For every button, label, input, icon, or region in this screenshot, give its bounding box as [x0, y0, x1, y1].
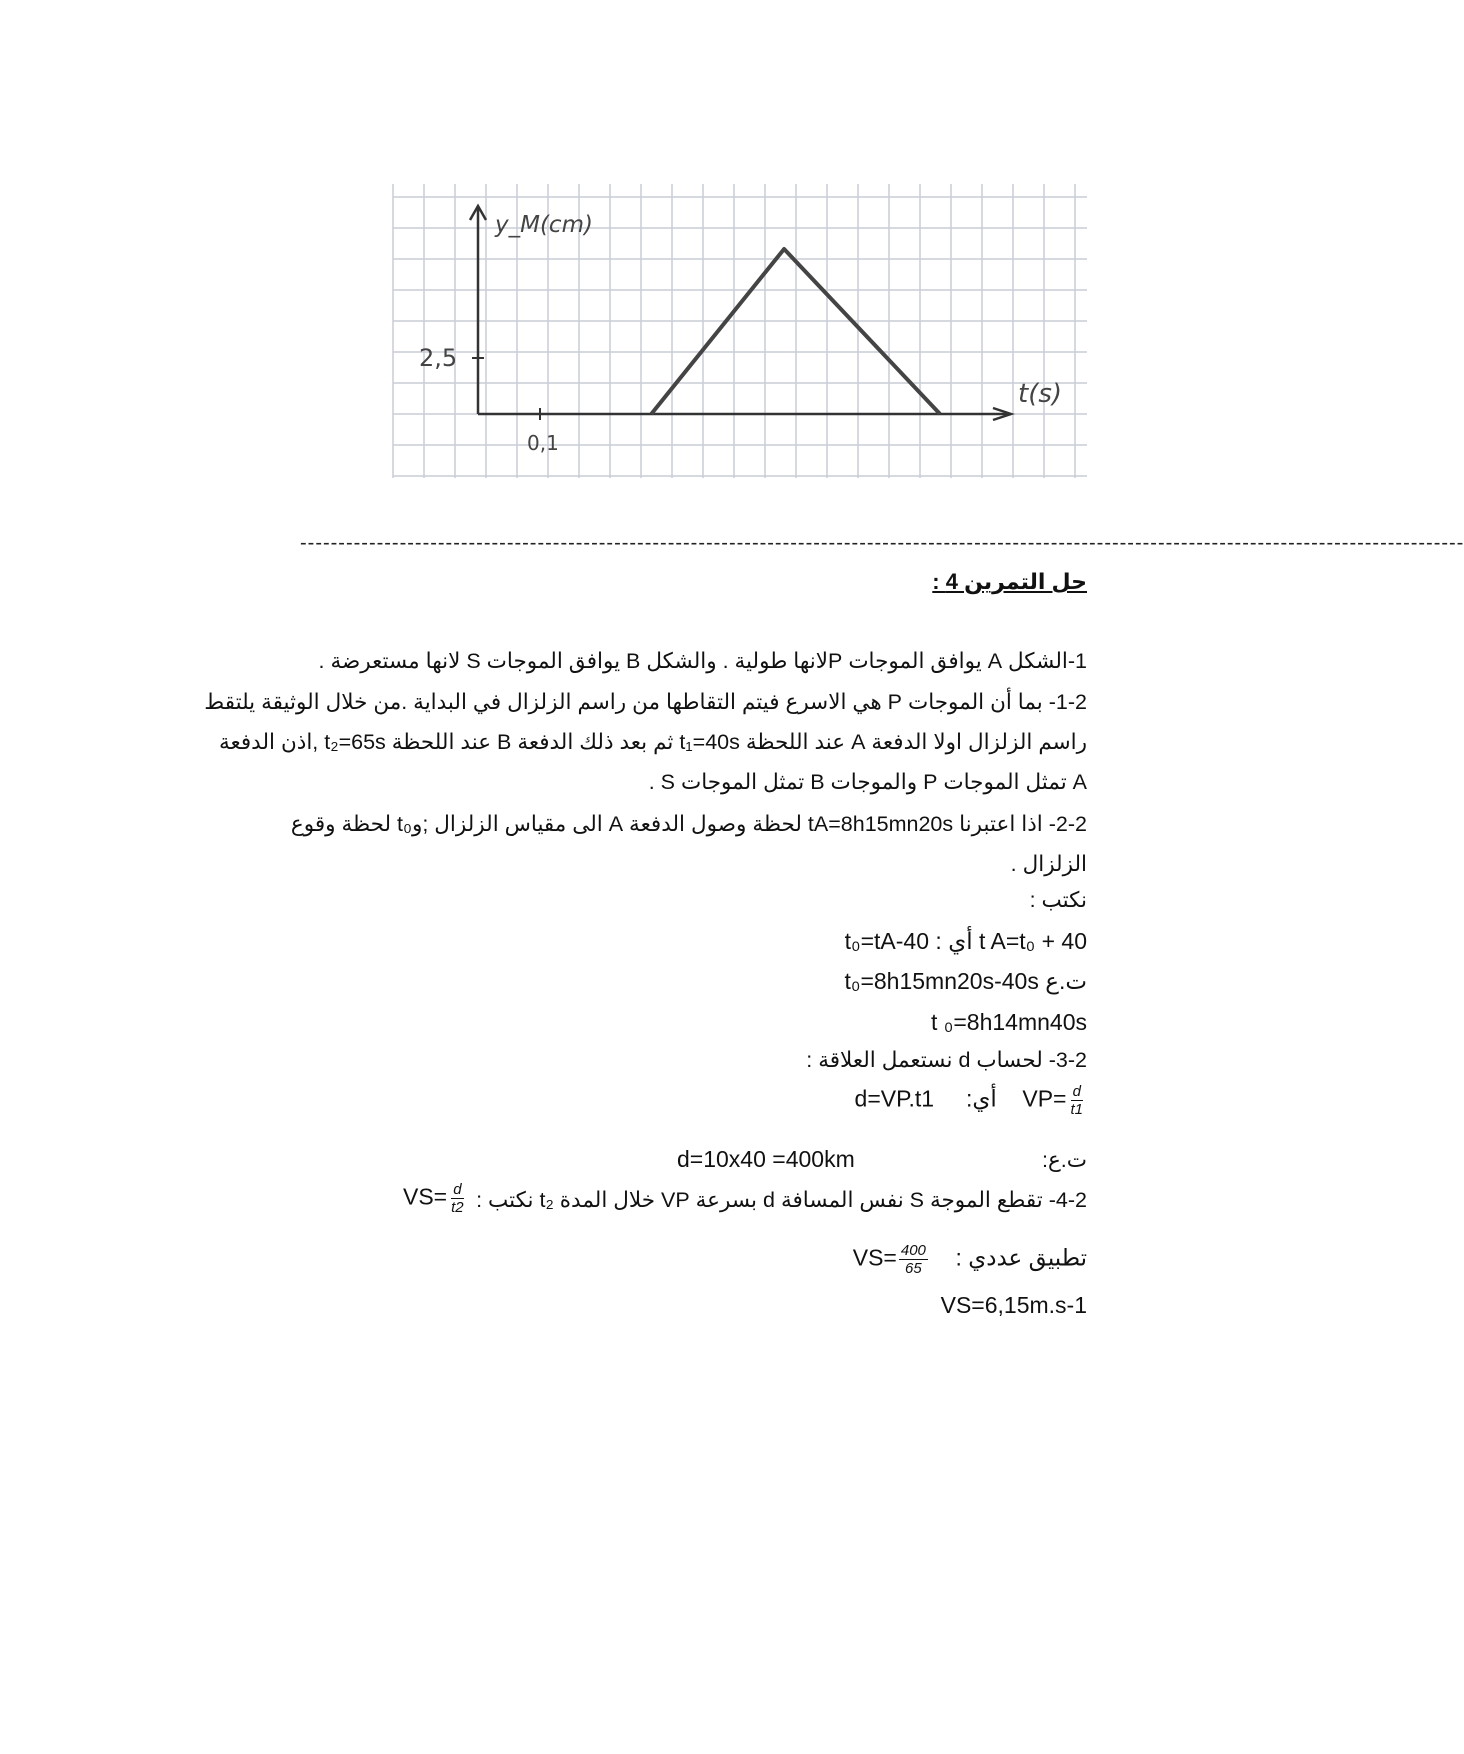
- answer-1-2-line-1: 1-2- بما أن الموجات P هي الاسرع فيتم التقاطها من راسم الزلزال في البداية .من خلال الوثيقة يلتقط: [204, 690, 1087, 714]
- fraction-denominator: t2: [451, 1199, 464, 1216]
- fraction-numerator: 400: [900, 1242, 926, 1259]
- fraction-denominator: t1: [1070, 1101, 1083, 1118]
- fraction-denominator: 65: [905, 1260, 922, 1277]
- equation-distance-numeric: d=10x40 =400km: [677, 1146, 855, 1172]
- separator-line: --------------------------------------------------------------------------------------------------------------------------------------------------------: [300, 532, 1464, 554]
- equation-t0-numeric-value: t₀=8h15mn20s-40s: [844, 968, 1039, 994]
- fraction-numerator: d: [453, 1181, 462, 1198]
- exercise-heading: حل التمرين 4 :: [932, 569, 1087, 594]
- answer-3-2: 3-2- لحساب d نستعمل العلاقة :: [806, 1048, 1087, 1072]
- velocity-s-label: VS=: [403, 1183, 448, 1210]
- x-tick-label: 0,1: [527, 431, 559, 455]
- velocity-s-fraction: [449, 1181, 466, 1216]
- equation-t0-numeric: [845, 966, 1087, 996]
- velocity-s-numeric-fraction: [899, 1242, 928, 1277]
- x-axis-label: t(s): [1018, 379, 1063, 409]
- answer-1-2-line-3: A تمثل الموجات P والموجات B تمثل الموجات S .: [648, 770, 1087, 794]
- y-axis-label: y_M(cm): [495, 212, 593, 238]
- signal-graph: [393, 184, 1087, 478]
- answer-1-2-line-2: راسم الزلزال اولا الدفعة A عند اللحظة t₁=40s ثم بعد ذلك الدفعة B عند اللحظة t₂=65s ,اذن الدفعة: [219, 730, 1087, 754]
- answer-4-2: 4-2- تقطع الموجة S نفس المسافة d بسرعة VP خلال المدة t₂ نكتب :: [476, 1188, 1087, 1212]
- numeric-application-word: تطبيق عددي :: [955, 1244, 1087, 1271]
- numeric-application-label-2: ت.ع:: [1041, 1148, 1087, 1172]
- velocity-p-fraction: [1068, 1083, 1085, 1118]
- answer-2-2-line-3: نكتب :: [1029, 888, 1087, 912]
- answer-2-2-line-1: 2-2- اذا اعتبرنا tA=8h15mn20s لحظة وصول الدفعة A الى مقياس الزلزال ;وt₀ لحظة وقوع: [290, 812, 1087, 836]
- equation-velocity-s-result: VS=6,15m.s-1: [940, 1292, 1087, 1318]
- equation-t0-relation: t₀=tA-40 : أي t A=t₀ + 40: [844, 928, 1087, 954]
- answer-2-2-line-2: الزلزال .: [1010, 852, 1087, 876]
- equation-distance-formula: [855, 1083, 1087, 1118]
- equation-velocity-s-formula: [403, 1181, 468, 1216]
- answer-1: 1-الشكل A يوافق الموجات Pلانها طولية . والشكل B يوافق الموجات S لانها مستعرضة .: [318, 649, 1087, 673]
- velocity-p-label: VP=: [1022, 1085, 1067, 1112]
- distance-formula-word: أي:: [966, 1085, 997, 1112]
- y-tick-label: 2,5: [419, 344, 458, 372]
- equation-t0-result: t ₀=8h14mn40s: [931, 1009, 1087, 1035]
- equation-velocity-s-numeric: [853, 1242, 1087, 1277]
- velocity-s-numeric-label: VS=: [852, 1244, 897, 1271]
- distance-formula-left: d=VP.t1: [854, 1085, 935, 1112]
- fraction-numerator: d: [1072, 1083, 1081, 1100]
- numeric-application-label: ت.ع: [1045, 968, 1087, 994]
